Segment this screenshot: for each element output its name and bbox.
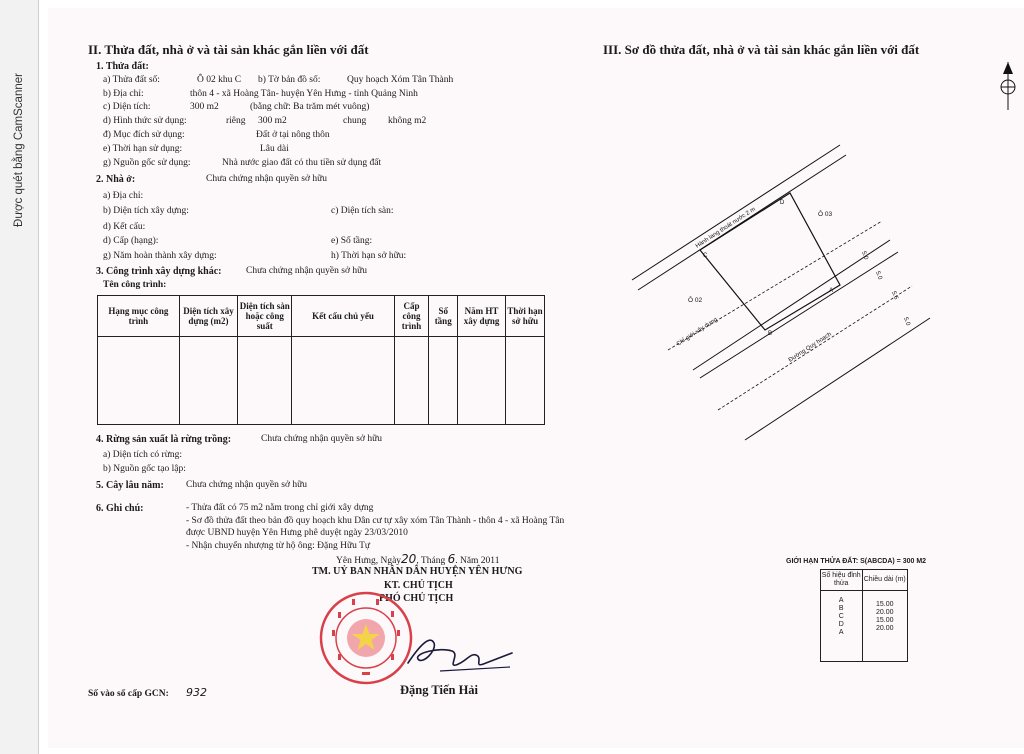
corridor-label: Hành lang thoát nước 2 m (694, 206, 757, 250)
use-form-private-value: 300 m2 (258, 116, 287, 126)
lot-right-label: Ô 03 (818, 211, 833, 218)
land-plot-diagram (620, 110, 1020, 450)
forest-origin: b) Nguồn gốc tạo lập: (103, 464, 186, 474)
section-title-ii: II. Thửa đất, nhà ở và tài sản khác gắn liền với đất (88, 42, 369, 57)
lot-left-label: Ô 02 (688, 297, 703, 304)
point-c-label: C (703, 253, 708, 259)
col-grade: Cấp công trình (394, 296, 429, 337)
house-build-area: b) Diện tích xây dựng: (103, 206, 189, 216)
works-table (97, 295, 545, 425)
date-day: 20 (401, 552, 417, 566)
signoff-pp: KT. CHỦ TỊCH (384, 580, 453, 591)
note-line-1: - Thửa đất có 75 m2 nằm trong chỉ giới xây dựng (186, 503, 374, 513)
road-label: Đường Quy hoạch (787, 331, 833, 364)
date-month: 6 (447, 552, 456, 566)
forest-status: Chưa chứng nhận quyền sở hữu (261, 434, 382, 444)
works-name-label: Tên công trình: (103, 280, 167, 290)
term-label: e) Thời hạn sử dụng: (103, 144, 183, 154)
signer-name: Đặng Tiến Hải (400, 683, 479, 697)
use-form-common-value: không m2 (388, 116, 427, 126)
dim-label-4: 5.0 (902, 316, 911, 327)
col-vertex: Số hiệu đỉnh thửa (821, 570, 863, 591)
col-floors: Số tầng (429, 296, 458, 337)
col-term: Thời hạn sở hữu (506, 296, 545, 337)
forest-heading: 4. Rừng sản xuất là rừng trồng: (96, 434, 232, 445)
perennial-status: Chưa chứng nhận quyền sở hữu (186, 480, 307, 490)
scanner-sidebar (0, 0, 39, 754)
origin-label: g) Nguồn gốc sử dụng: (103, 158, 191, 168)
area-value: 300 m2 (190, 102, 219, 112)
limits-title: GIỚI HẠN THỬA ĐẤT: S(ABCDA) = 300 M2 (786, 558, 927, 565)
house-status: Chưa chứng nhận quyền sở hữu (206, 174, 327, 184)
map-sheet-value: Quy hoạch Xóm Tân Thành (347, 75, 454, 85)
scanner-watermark: Được quét bằng CamScanner (13, 73, 25, 227)
point-a-label: A (829, 288, 834, 294)
purpose-value: Đất ở tại nông thôn (256, 130, 330, 140)
north-arrow-icon (996, 60, 1020, 112)
use-form-common-label: chung (343, 116, 367, 126)
col-year: Năm HT xây dựng (458, 296, 506, 337)
dim-label-2: 5.0 (874, 270, 883, 281)
house-completed: g) Năm hoàn thành xây dựng: (103, 251, 217, 261)
point-b-label: B (768, 331, 773, 337)
col-structure: Kết cấu chủ yếu (292, 296, 394, 337)
col-build-area: Diện tích xây dựng (m2) (179, 296, 237, 337)
use-form-private-label: riêng (226, 116, 246, 126)
area-words: (bằng chữ: Ba trăm mét vuông) (250, 102, 370, 112)
col-floor-capacity: Diện tích sàn hoặc công suất (238, 296, 292, 337)
house-floors: e) Số tầng: (331, 236, 373, 246)
limits-header (821, 570, 908, 591)
forest-area: a) Diện tích có rừng: (103, 450, 183, 460)
dim-label-3: 5.5 (890, 290, 899, 301)
house-address: a) Địa chỉ: (103, 191, 144, 201)
registry-number: 932 (186, 686, 207, 699)
note-line-3: được UBND huyện Yên Hưng phê duyệt ngày 23/03/2010 (186, 528, 408, 538)
build-line-label: Chỉ giới xây dựng (675, 316, 719, 348)
house-floor-area: c) Diện tích sàn: (331, 206, 394, 216)
limits-table (820, 569, 908, 662)
house-structure: d) Kết cấu: (103, 222, 146, 232)
road-lower-edge (745, 318, 930, 440)
col-length: Chiều dài (m) (862, 570, 908, 591)
map-sheet-label: b) Tờ bản đồ số: (258, 75, 321, 85)
date-month-label: Tháng (420, 556, 446, 566)
house-ownership-term: h) Thời hạn sở hữu: (331, 251, 407, 261)
land-heading: 1. Thửa đất: (96, 61, 149, 72)
perennial-heading: 5. Cây lâu năm: (96, 480, 164, 491)
note-line-2: - Sơ đồ thửa đất theo bản đồ quy hoạch khu Dân cư tự xây xóm Tân Thành - thôn 4 - xã Hoàng Tân (186, 516, 565, 526)
table-row: A B C D A 15.00 20.00 15.00 20.00 (821, 591, 908, 662)
house-grade: d) Cấp (hạng): (103, 236, 159, 246)
table-row (98, 337, 545, 425)
dim-label-1: 5.0 (860, 250, 869, 261)
land-number-value: Ô 02 khu C (197, 75, 242, 85)
purpose-label: đ) Mục đích sử dụng: (103, 130, 185, 140)
note-line-4: - Nhận chuyển nhượng từ hộ ông: Đặng Hữu Tự (186, 541, 371, 551)
term-value: Lâu dài (260, 144, 289, 154)
date-year: Năm 2011 (459, 556, 500, 566)
works-table-header (98, 296, 545, 337)
signature (400, 625, 520, 680)
area-label: c) Diện tích: (103, 102, 151, 112)
road-upper-edge (693, 240, 890, 370)
use-form-label: d) Hình thức sử dụng: (103, 116, 187, 126)
point-d-label: D (780, 200, 785, 206)
works-status: Chưa chứng nhận quyền sở hữu (246, 266, 367, 276)
address-value: thôn 4 - xã Hoàng Tân- huyện Yên Hưng - tỉnh Quảng Ninh (190, 89, 418, 99)
address-label: b) Địa chỉ: (103, 89, 144, 99)
signoff-role: PHÓ CHỦ TỊCH (379, 593, 454, 604)
signoff-date-place: Yên Hưng, Ngày20, Tháng 6. Năm 2011 (336, 552, 500, 566)
notes-heading: 6. Ghi chú: (96, 503, 144, 514)
signoff-authority: TM. UỶ BAN NHÂN DÂN HUYỆN YÊN HƯNG (312, 566, 523, 577)
corridor-inner-line (638, 155, 846, 290)
registry-label: Số vào sổ cấp GCN: (88, 689, 169, 699)
origin-value: Nhà nước giao đất có thu tiền sử dụng đất (222, 158, 382, 168)
works-heading: 3. Công trình xây dựng khác: (96, 266, 222, 277)
col-item: Hạng mục công trình (98, 296, 180, 337)
date-place: Yên Hưng, Ngày (336, 556, 402, 566)
corridor-outer-line (632, 145, 840, 280)
house-heading: 2. Nhà ở: (96, 174, 136, 185)
section-title-iii: III. Sơ đồ thửa đất, nhà ở và tài sản khác gắn liền với đất (603, 42, 920, 57)
land-number-label: a) Thửa đất số: (103, 75, 160, 85)
